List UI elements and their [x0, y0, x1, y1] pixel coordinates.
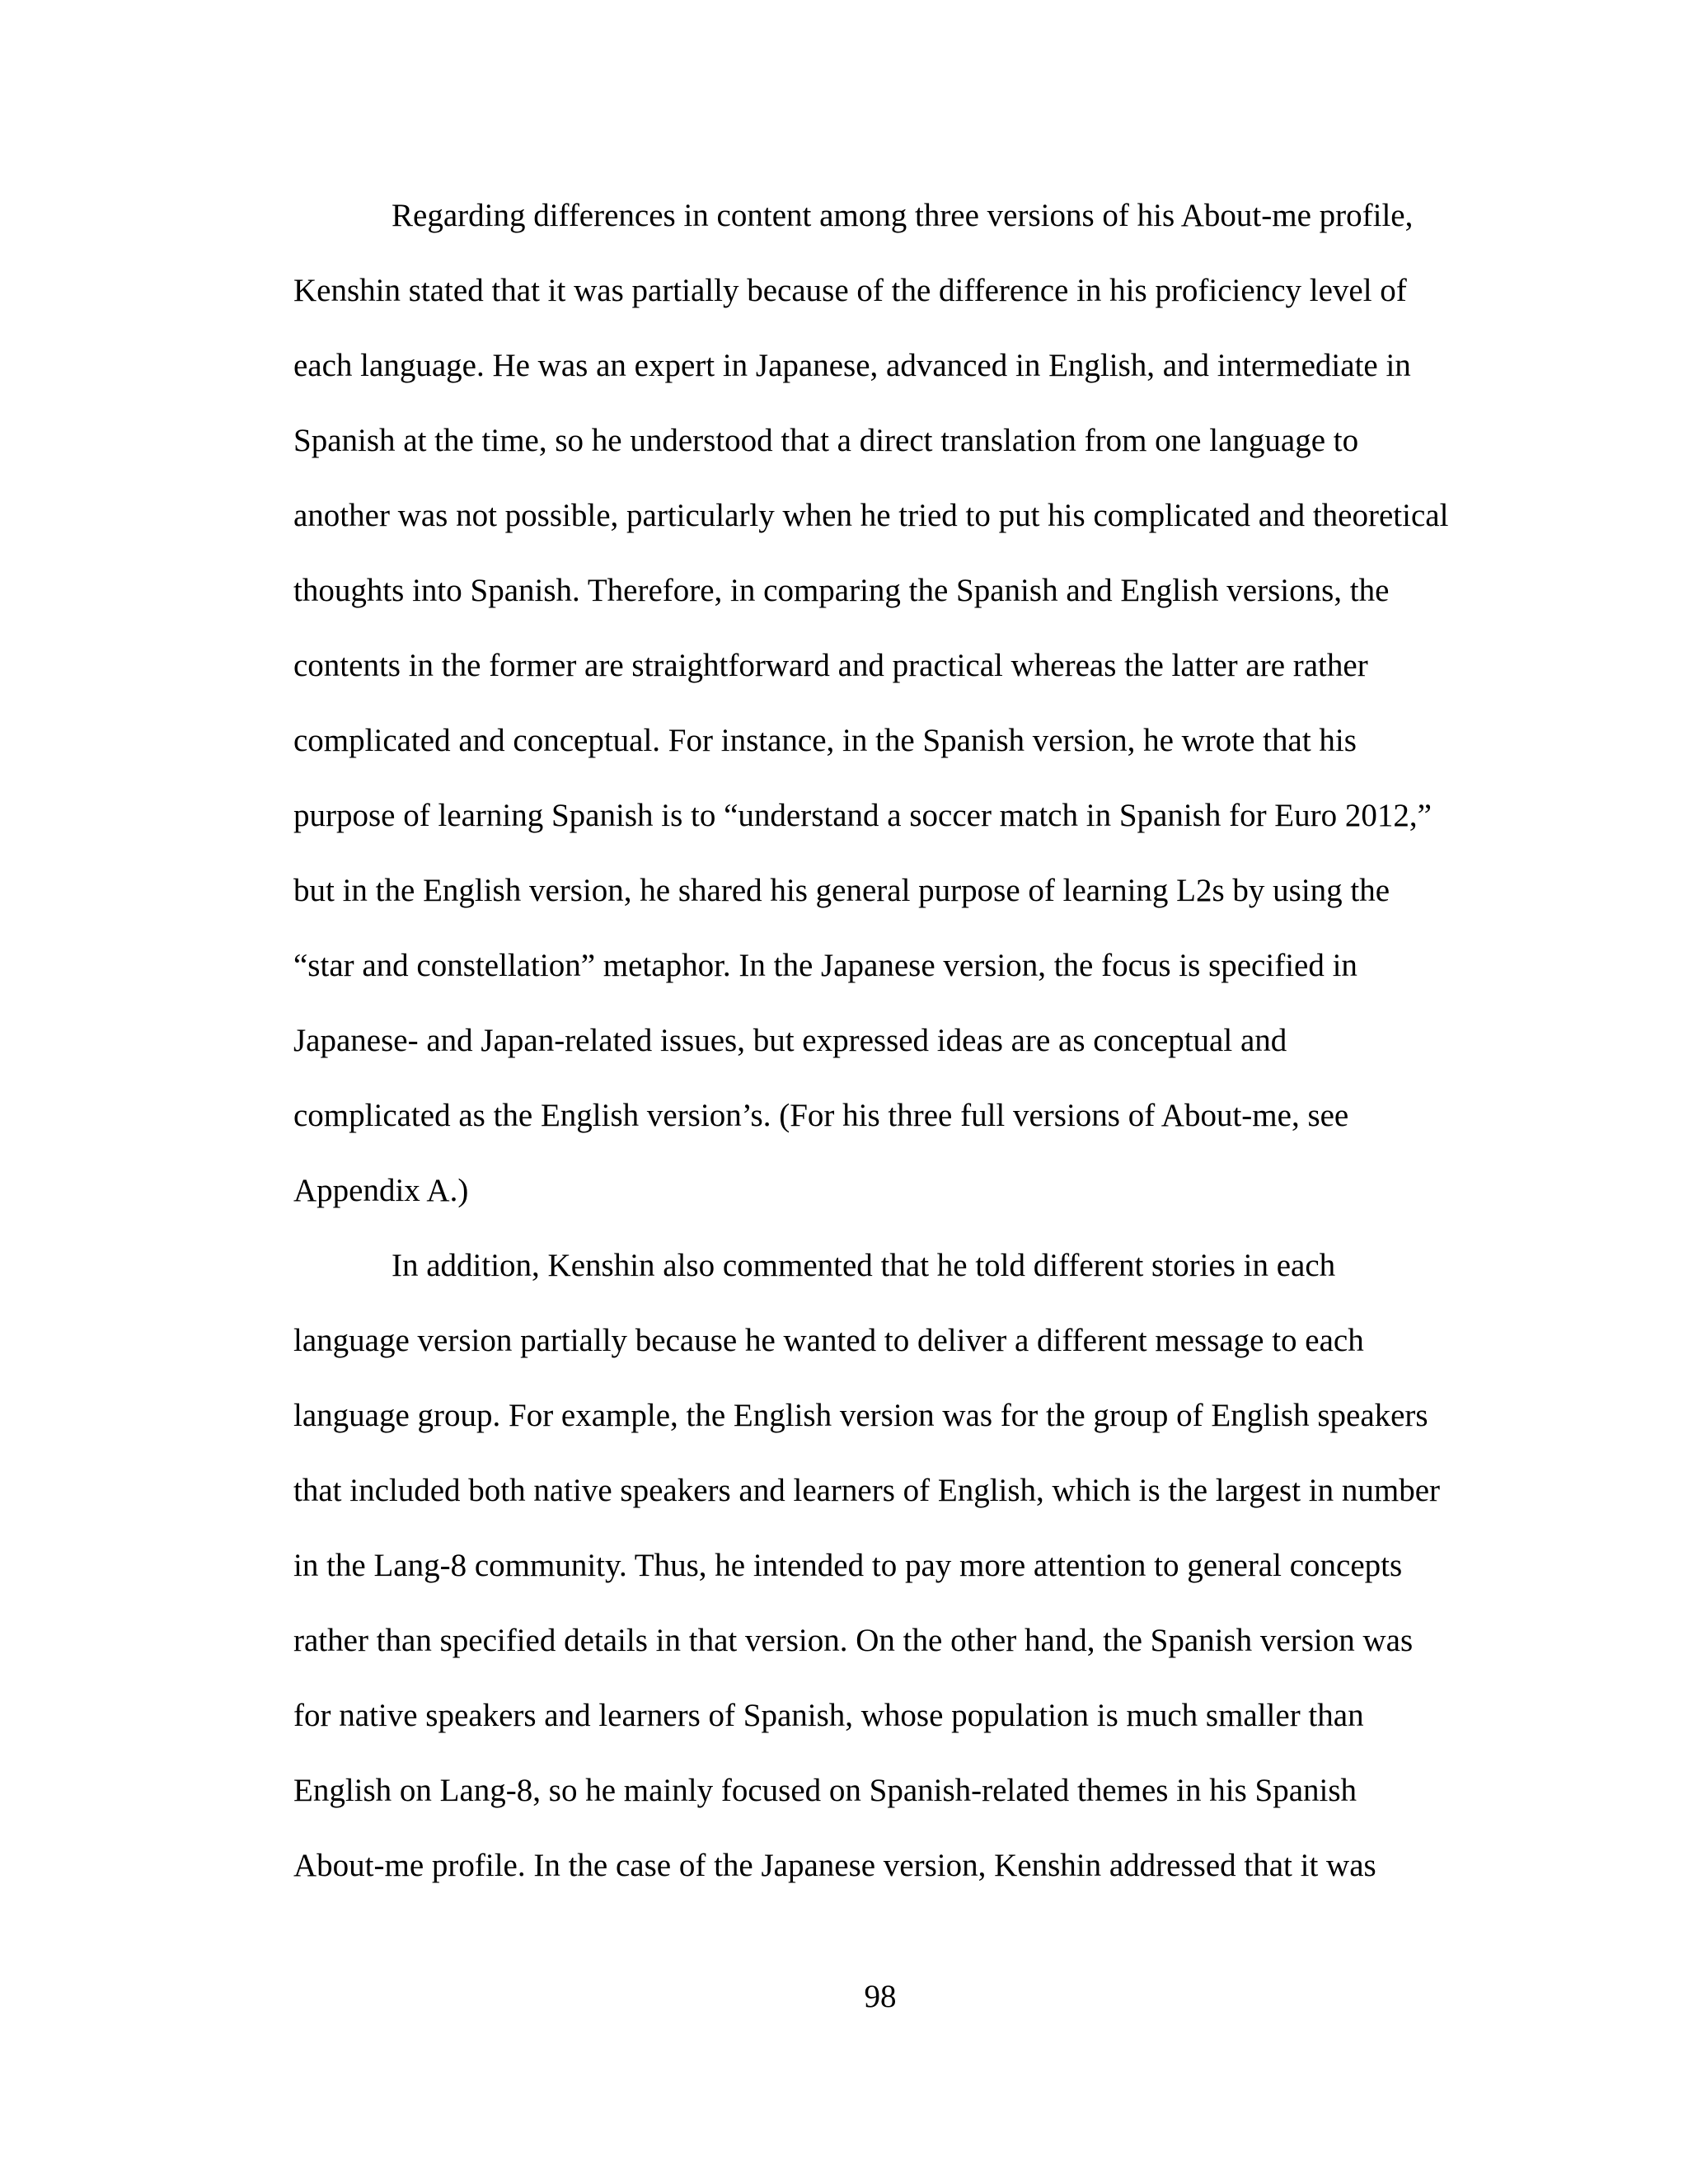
text-line: purpose of learning Spanish is to “understand a soccer match in Spanish for Euro 2012,”	[293, 798, 1432, 833]
text-line: About-me profile. In the case of the Japanese version, Kenshin addressed that it was	[293, 1848, 1376, 1883]
text-line: complicated and conceptual. For instance, in the Spanish version, he wrote that his	[293, 723, 1357, 758]
text-line: contents in the former are straightforward and practical whereas the latter are rather	[293, 648, 1368, 683]
text-line: in the Lang-8 community. Thus, he intended to pay more attention to general concepts	[293, 1548, 1403, 1583]
text-line: that included both native speakers and learners of English, which is the largest in number	[293, 1473, 1440, 1508]
text-line: Japanese- and Japan-related issues, but expressed ideas are as conceptual and	[293, 1023, 1287, 1058]
text-line: for native speakers and learners of Spanish, whose population is much smaller than	[293, 1698, 1364, 1733]
text-line: Spanish at the time, so he understood that a direct translation from one language to	[293, 423, 1359, 458]
text-line: but in the English version, he shared his general purpose of learning L2s by using the	[293, 873, 1390, 908]
text-line: Regarding differences in content among three versions of his About-me profile,	[392, 198, 1414, 233]
text-line: rather than specified details in that version. On the other hand, the Spanish version was	[293, 1623, 1414, 1658]
text-line: In addition, Kenshin also commented that he told different stories in each	[392, 1248, 1336, 1283]
page-number: 98	[864, 1979, 897, 2014]
text-line: “star and constellation” metaphor. In the Japanese version, the focus is specified in	[293, 948, 1357, 983]
text-line: another was not possible, particularly when he tried to put his complicated and theoretical	[293, 498, 1449, 533]
text-line: Appendix A.)	[293, 1173, 469, 1208]
text-line: English on Lang-8, so he mainly focused on Spanish-related themes in his Spanish	[293, 1773, 1357, 1808]
text-line: each language. He was an expert in Japanese, advanced in English, and intermediate in	[293, 348, 1411, 383]
text-line: complicated as the English version’s. (For his three full versions of About-me, see	[293, 1098, 1349, 1133]
text-line: thoughts into Spanish. Therefore, in comparing the Spanish and English versions, the	[293, 573, 1390, 608]
text-line: Kenshin stated that it was partially because of the difference in his proficiency level of	[293, 273, 1407, 308]
text-line: language group. For example, the English version was for the group of English speakers	[293, 1398, 1428, 1433]
text-line: language version partially because he wanted to deliver a different message to each	[293, 1323, 1364, 1358]
